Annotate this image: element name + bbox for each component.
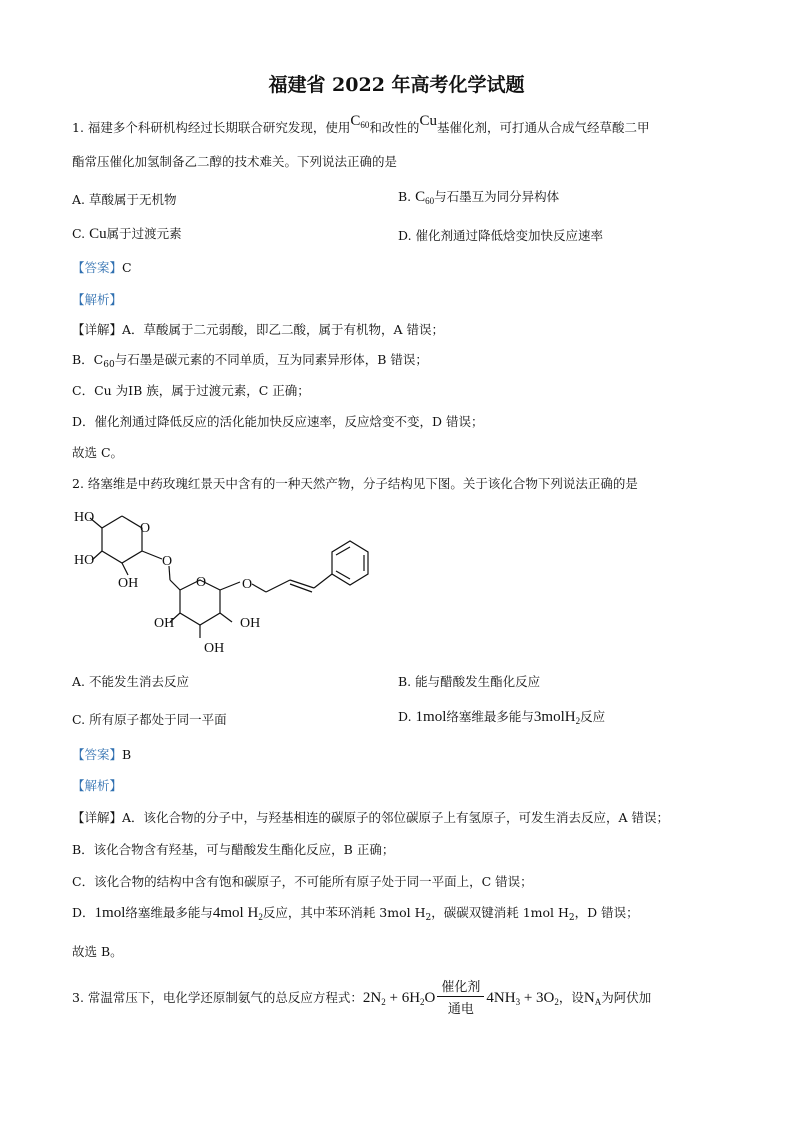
label-oh-1: OH — [118, 576, 139, 591]
q2-option-b: B. 能与醋酸发生酯化反应 — [398, 674, 541, 689]
ether-oxygen: O — [242, 577, 253, 592]
q1-detail-2: B．$C_{60}$与石墨是碳元素的不同单质，互为同素异形体，B 错误； — [72, 352, 428, 370]
label-oh-2: OH — [154, 616, 175, 631]
ring-oxygen-lower: O — [196, 575, 207, 590]
q2-analysis-tag: 【解析】 — [72, 778, 123, 793]
label-ho-top: HO — [74, 510, 95, 525]
c60-formula: $C_{60}$ — [350, 113, 370, 130]
q2-detail-3: C．该化合物的结构中含有饱和碳原子，不可能所有原子处于同一平面上，C 错误； — [72, 874, 533, 889]
upper-ring — [102, 516, 142, 563]
label-oh-4: OH — [204, 641, 225, 656]
q2-option-d: D. 1mol络塞维最多能与3molH$_2$反应 — [398, 709, 606, 726]
label-ho-left: HO — [74, 553, 95, 568]
q2-conclusion: 故选 B。 — [72, 944, 123, 959]
q1-stem-line2: 酯常压催化加氢制备乙二醇的技术难关。下列说法正确的是 — [72, 154, 398, 169]
q1-option-a: A. 草酸属于无机物 — [72, 192, 177, 207]
q1-option-d: D. 催化剂通过降低焓变加快反应速率 — [398, 228, 604, 243]
q1-detail-3: C．Cu 为IB 族，属于过渡元素，C 正确； — [72, 383, 310, 398]
q2-detail-4: D．1mol络塞维最多能与4mol $H_2$反应，其中苯环消耗 3mol $H_2$，碳碳双键消耗 1mol $H_2$，D 错误； — [72, 905, 639, 923]
q1-conclusion: 故选 C。 — [72, 445, 124, 460]
q2-detail-2: B．该化合物含有羟基，可与醋酸发生酯化反应，B 正确； — [72, 842, 395, 857]
q1-answer: 【答案】C — [72, 260, 132, 275]
ring-oxygen-upper: O — [140, 521, 151, 536]
q1-detail-1: 【详解】A．草酸属于二元弱酸，即乙二酸，属于有机物，A 错误； — [72, 322, 445, 337]
q2-option-a: A. 不能发生消去反应 — [72, 674, 189, 689]
q1-option-c: C. Cu属于过渡元素 — [72, 226, 182, 242]
ring-linker-oxygen: O — [162, 554, 173, 569]
reaction-condition: $\frac{\text{催化剂}}{\text{通电}}$ — [437, 976, 484, 1017]
q1-detail-4: D．催化剂通过降低反应的活化能加快反应速率，反应焓变不变，D 错误； — [72, 414, 484, 429]
q1-analysis-tag: 【解析】 — [72, 292, 123, 307]
molecular-structure-diagram — [70, 500, 380, 660]
q2-detail-1: 【详解】A．该化合物的分子中，与羟基相连的碳原子的邻位碳原子上有氢原子，可发生消去反应，A 错误； — [72, 810, 670, 825]
label-oh-3: OH — [240, 616, 261, 631]
q2-answer: 【答案】B — [72, 747, 132, 762]
q2-stem: 2. 络塞维是中药玫瑰红景天中含有的一种天然产物，分子结构见下图。关于该化合物下列说法正确的是 — [72, 476, 638, 491]
q1-option-b: B. $C_{60}$与石墨互为同分异构体 — [398, 189, 560, 206]
q1-stem-line1: 1. 福建多个科研机构经过长期联合研究发现，使用$C_{60}$和改性的Cu基催化剂，可打通从合成气经草酸二甲 — [72, 113, 650, 135]
q3-stem: 3. 常温常压下，电化学还原制氨气的总反应方程式：$2N_2 + 6H_2O$ $\frac{\text{催化剂}}{\text{通电}}$ $4NH_3 + 3O_2$，设$N_A$为阿伏加 — [72, 978, 651, 1019]
reaction-equation: $2N_2 + 6H_2O$ — [362, 990, 436, 1007]
q2-option-c: C. 所有原子都处于同一平面 — [72, 712, 227, 727]
cu-formula: Cu — [419, 113, 437, 129]
page-title: 福建省 2022 年高考化学试题 — [268, 74, 525, 96]
